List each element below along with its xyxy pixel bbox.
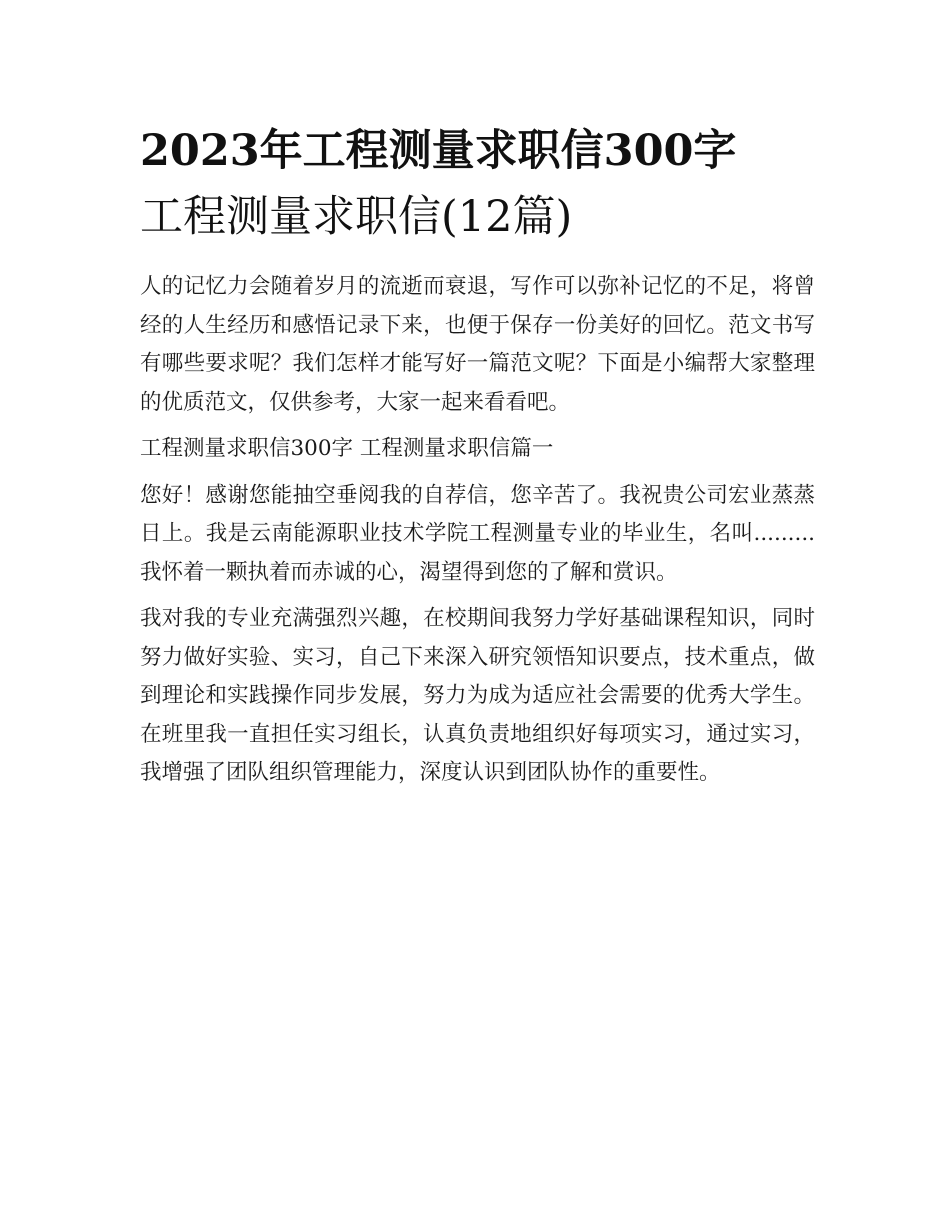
title-line-1: 2023年工程测量求职信300字 (140, 126, 737, 176)
intro-paragraph: 人的记忆力会随着岁月的流逝而衰退，写作可以弥补记忆的不足，将曾经的人生经历和感悟记录下来，也便于保存一份美好的回忆。范文书写有哪些要求呢？我们怎样才能写好一篇范文呢？下面是小编帮大家整理的优质范文，仅供参考，大家一起来看看吧。 (140, 274, 815, 415)
page-title (140, 118, 815, 250)
document-page (140, 118, 815, 793)
section-title: 工程测量求职信300字 工程测量求职信篇一 (140, 436, 554, 461)
body-paragraph: 我对我的专业充满强烈兴趣，在校期间我努力学好基础课程知识，同时努力做好实验、实习，自己下来深入研究领悟知识要点，技术重点，做到理论和实践操作同步发展，努力为成为适应社会需要的优秀大学生。在班里我一直担任实习组长，认真负责地组织好每项实习，通过实习，我增强了团队组织管理能力，深度认识到团队协作的重要性。 (140, 606, 815, 785)
title-line-2: 工程测量求职信(12篇) (140, 192, 573, 242)
body-paragraph: 您好！感谢您能抽空垂阅我的自荐信，您辛苦了。我祝贵公司宏业蒸蒸日上。我是云南能源职业技术学院工程测量专业的毕业生，名叫.........我怀着一颗执着而赤诚的心，渴望得到您的了解和赏识。 (140, 482, 815, 585)
